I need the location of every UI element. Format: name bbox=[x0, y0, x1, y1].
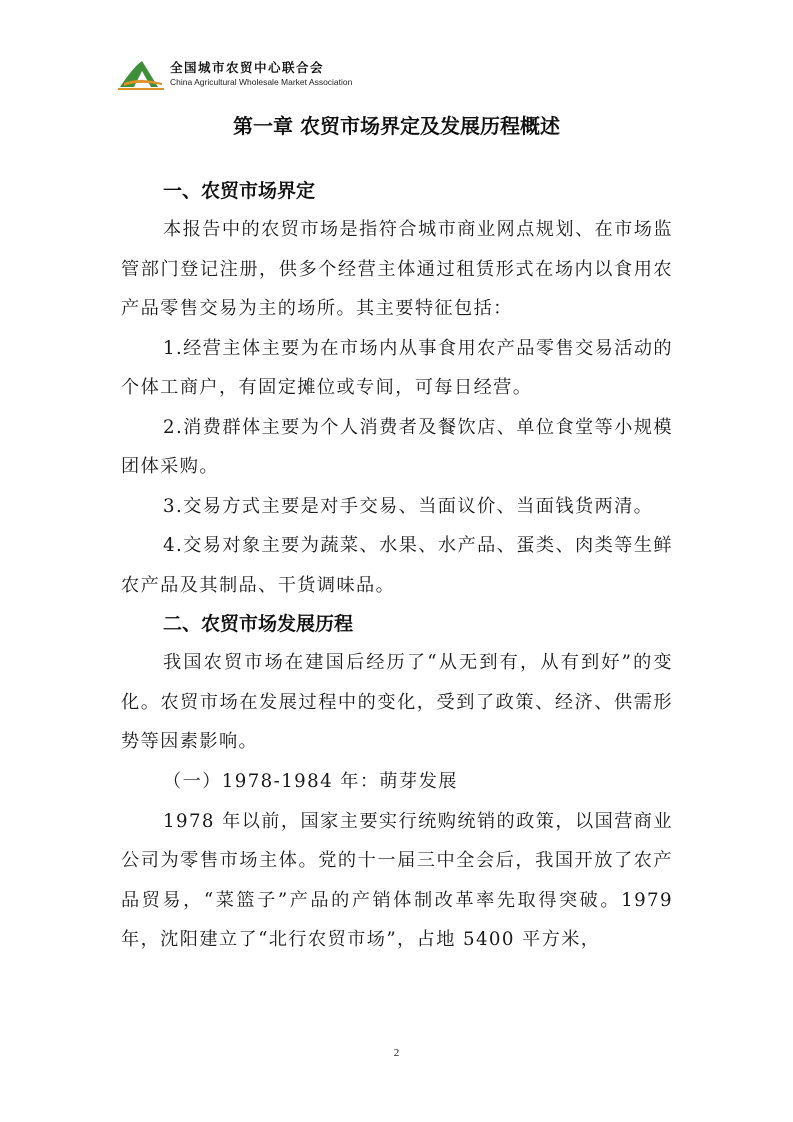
page-number: 2 bbox=[393, 1047, 400, 1059]
section-heading-1: 一、农贸市场界定 bbox=[163, 180, 316, 202]
org-name-cn: 全国城市农贸中心联合会 bbox=[170, 60, 325, 75]
org-name-en: China Agricultural Wholesale Market Association bbox=[170, 76, 353, 87]
cawma-logo-icon bbox=[118, 57, 164, 91]
section-heading-2: 二、农贸市场发展历程 bbox=[163, 613, 354, 635]
paragraph: 我国农贸市场在建国后经历了“从无到有，从有到好”的变化。农贸市场在发展过程中的变化，受到了政策、经济、供需形势等因素影响。 bbox=[121, 652, 673, 752]
paragraph: 本报告中的农贸市场是指符合城市商业网点规划、在市场监管部门登记注册，供多个经营主体通过租赁形式在场内以食用农产品零售交易为主的场所。其主要特征包括： bbox=[121, 219, 673, 319]
list-item-3: 3.交易方式主要是对手交易、当面议价、当面钱货两清。 bbox=[163, 495, 654, 517]
list-item-4: 4.交易对象主要为蔬菜、水果、水产品、蛋类、肉类等生鲜农产品及其制品、干货调味品。 bbox=[121, 535, 673, 596]
list-item-2: 2.消费群体主要为个人消费者及餐饮店、单位食堂等小规模团体采购。 bbox=[121, 416, 673, 477]
chapter-title: 第一章 农贸市场界定及发展历程概述 bbox=[233, 114, 560, 138]
page-header bbox=[118, 56, 352, 92]
subsection-heading: （一）1978-1984 年：萌芽发展 bbox=[163, 770, 458, 792]
paragraph: 1978 年以前，国家主要实行统购统销的政策，以国营商业公司为零售市场主体。党的十一届三中全会后，我国开放了农产品贸易，“菜篮子”产品的产销体制改革率先取得突破。1979 年，沈阳建立了“北行农贸市场”，占地 5400 平方米， bbox=[121, 810, 673, 950]
org-name-block bbox=[170, 62, 352, 86]
document-body bbox=[121, 172, 673, 960]
list-item-1: 1.经营主体主要为在市场内从事食用农产品零售交易活动的个体工商户，有固定摊位或专间，可每日经营。 bbox=[121, 337, 673, 398]
